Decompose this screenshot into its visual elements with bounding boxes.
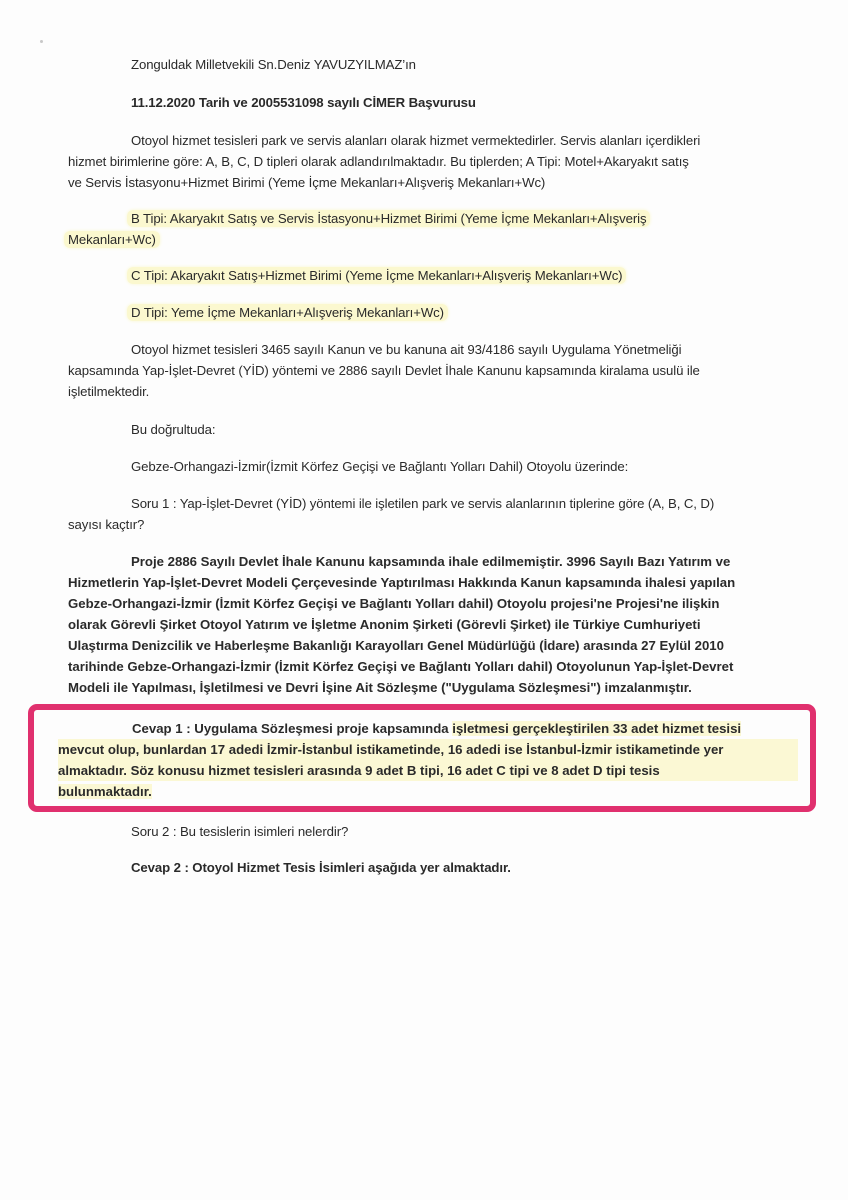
project-paragraph bbox=[68, 551, 810, 698]
type-d-line bbox=[127, 305, 448, 320]
project-line: olarak Görevli Şirket Otoyol Yatırım ve İşletme Anonim Şirketi (Görevli Şirket) ile Türkiye Cumhuriyeti bbox=[68, 617, 701, 632]
answer-1-line: almaktadır. Söz konusu hizmet tesisleri arasında 9 adet B tipi, 16 adet C tipi ve 8 adet D tipi tesis bbox=[58, 760, 798, 781]
subject-heading: 11.12.2020 Tarih ve 2005531098 sayılı CİMER Başvurusu bbox=[131, 95, 476, 110]
answer-1-line-end: bulunmaktadır. bbox=[58, 784, 152, 799]
intro-line: ve Servis İstasyonu+Hizmet Birimi (Yeme İçme Mekanları+Alışveriş Mekanları+Wc) bbox=[68, 175, 546, 190]
type-d-text: D Tipi: Yeme İçme Mekanları+Alışveriş Mekanları+Wc) bbox=[127, 304, 448, 321]
answer-1-line bbox=[58, 718, 798, 739]
question-2: Soru 2 : Bu tesislerin isimleri nelerdir? bbox=[131, 824, 349, 839]
project-line: Ulaştırma Denizcilik ve Haberleşme Bakanlığı Karayolları Genel Müdürlüğü (İdare) arasında 27 Eylül 2010 bbox=[68, 638, 724, 653]
project-line: tarihinde Gebze-Orhangazi-İzmir (İzmit Körfez Geçişi ve Bağlantı Yolları dahil) Otoyolunun Yap-İşlet-Devret bbox=[68, 659, 734, 674]
question-1-line: Soru 1 : Yap-İşlet-Devret (YİD) yöntemi ile işletilen park ve servis alanlarının tiplerine göre (A, B, C, D) bbox=[131, 496, 715, 511]
scan-speck bbox=[40, 40, 43, 43]
question-1-line: sayısı kaçtır? bbox=[68, 517, 145, 532]
type-b-text-2: Mekanları+Wc) bbox=[64, 231, 160, 248]
answer-1-line-highlight: işletmesi gerçekleştirilen 33 adet hizmet tesisi bbox=[452, 721, 742, 736]
type-b-line-2 bbox=[64, 232, 160, 247]
legal-line: Otoyol hizmet tesisleri 3465 sayılı Kanun ve bu kanuna ait 93/4186 sayılı Uygulama Yönetmeliği bbox=[131, 342, 682, 357]
answer-1-line: mevcut olup, bunlardan 17 adedi İzmir-İstanbul istikametinde, 16 adedi ise İstanbul-İzmir istikametinde yer bbox=[58, 739, 798, 760]
intro-line: Otoyol hizmet tesisleri park ve servis alanları olarak hizmet vermektedirler. Servis alanları içerdikleri bbox=[131, 133, 701, 148]
project-line: Gebze-Orhangazi-İzmir (İzmit Körfez Geçişi ve Bağlantı Yolları dahil) Otoyolu projesi'ne Projesi'ne ilişkin bbox=[68, 596, 720, 611]
type-c-line bbox=[127, 268, 626, 283]
answer-1 bbox=[58, 718, 798, 802]
project-line: Hizmetlerin Yap-İşlet-Devret Modeli Çerçevesinde Yaptırılması Hakkında Kanun kapsamında ihalesi yapılan bbox=[68, 575, 736, 590]
type-b-line bbox=[127, 211, 650, 226]
intro-line: hizmet birimlerine göre: A, B, C, D tipleri olarak adlandırılmaktadır. Bu tiplerden; A Tipi: Motel+Akaryakıt satış bbox=[68, 154, 689, 169]
project-line: Modeli ile Yapılması, İşletilmesi ve Devri İşine Ait Sözleşme ("Uygulama Sözleşmesi") imzalanmıştır. bbox=[68, 680, 692, 695]
context-intro: Bu doğrultuda: bbox=[131, 422, 216, 437]
answer-2: Cevap 2 : Otoyol Hizmet Tesis İsimleri aşağıda yer almaktadır. bbox=[131, 860, 511, 875]
type-b-text-1: B Tipi: Akaryakıt Satış ve Servis İstasyonu+Hizmet Birimi (Yeme İçme Mekanları+Alışveriş bbox=[127, 210, 650, 227]
answer-1-line bbox=[58, 781, 798, 802]
legal-line: kapsamında Yap-İşlet-Devret (YİD) yöntemi ve 2886 sayılı Devlet İhale Kanunu kapsamında kiralama usulü ile bbox=[68, 363, 700, 378]
type-c-text: C Tipi: Akaryakıt Satış+Hizmet Birimi (Yeme İçme Mekanları+Alışveriş Mekanları+Wc) bbox=[127, 267, 626, 284]
project-line: Proje 2886 Sayılı Devlet İhale Kanunu kapsamında ihale edilmemiştir. 3996 Sayılı Bazı Yatırım ve bbox=[131, 554, 731, 569]
answer-1-line-plain: Cevap 1 : Uygulama Sözleşmesi proje kapsamında bbox=[132, 721, 453, 736]
legal-line: işletilmektedir. bbox=[68, 384, 150, 399]
highway-name: Gebze-Orhangazi-İzmir(İzmit Körfez Geçişi ve Bağlantı Yolları Dahil) Otoyolu üzerinde: bbox=[131, 459, 629, 474]
recipient-line: Zonguldak Milletvekili Sn.Deniz YAVUZYILMAZ’ın bbox=[131, 57, 416, 72]
